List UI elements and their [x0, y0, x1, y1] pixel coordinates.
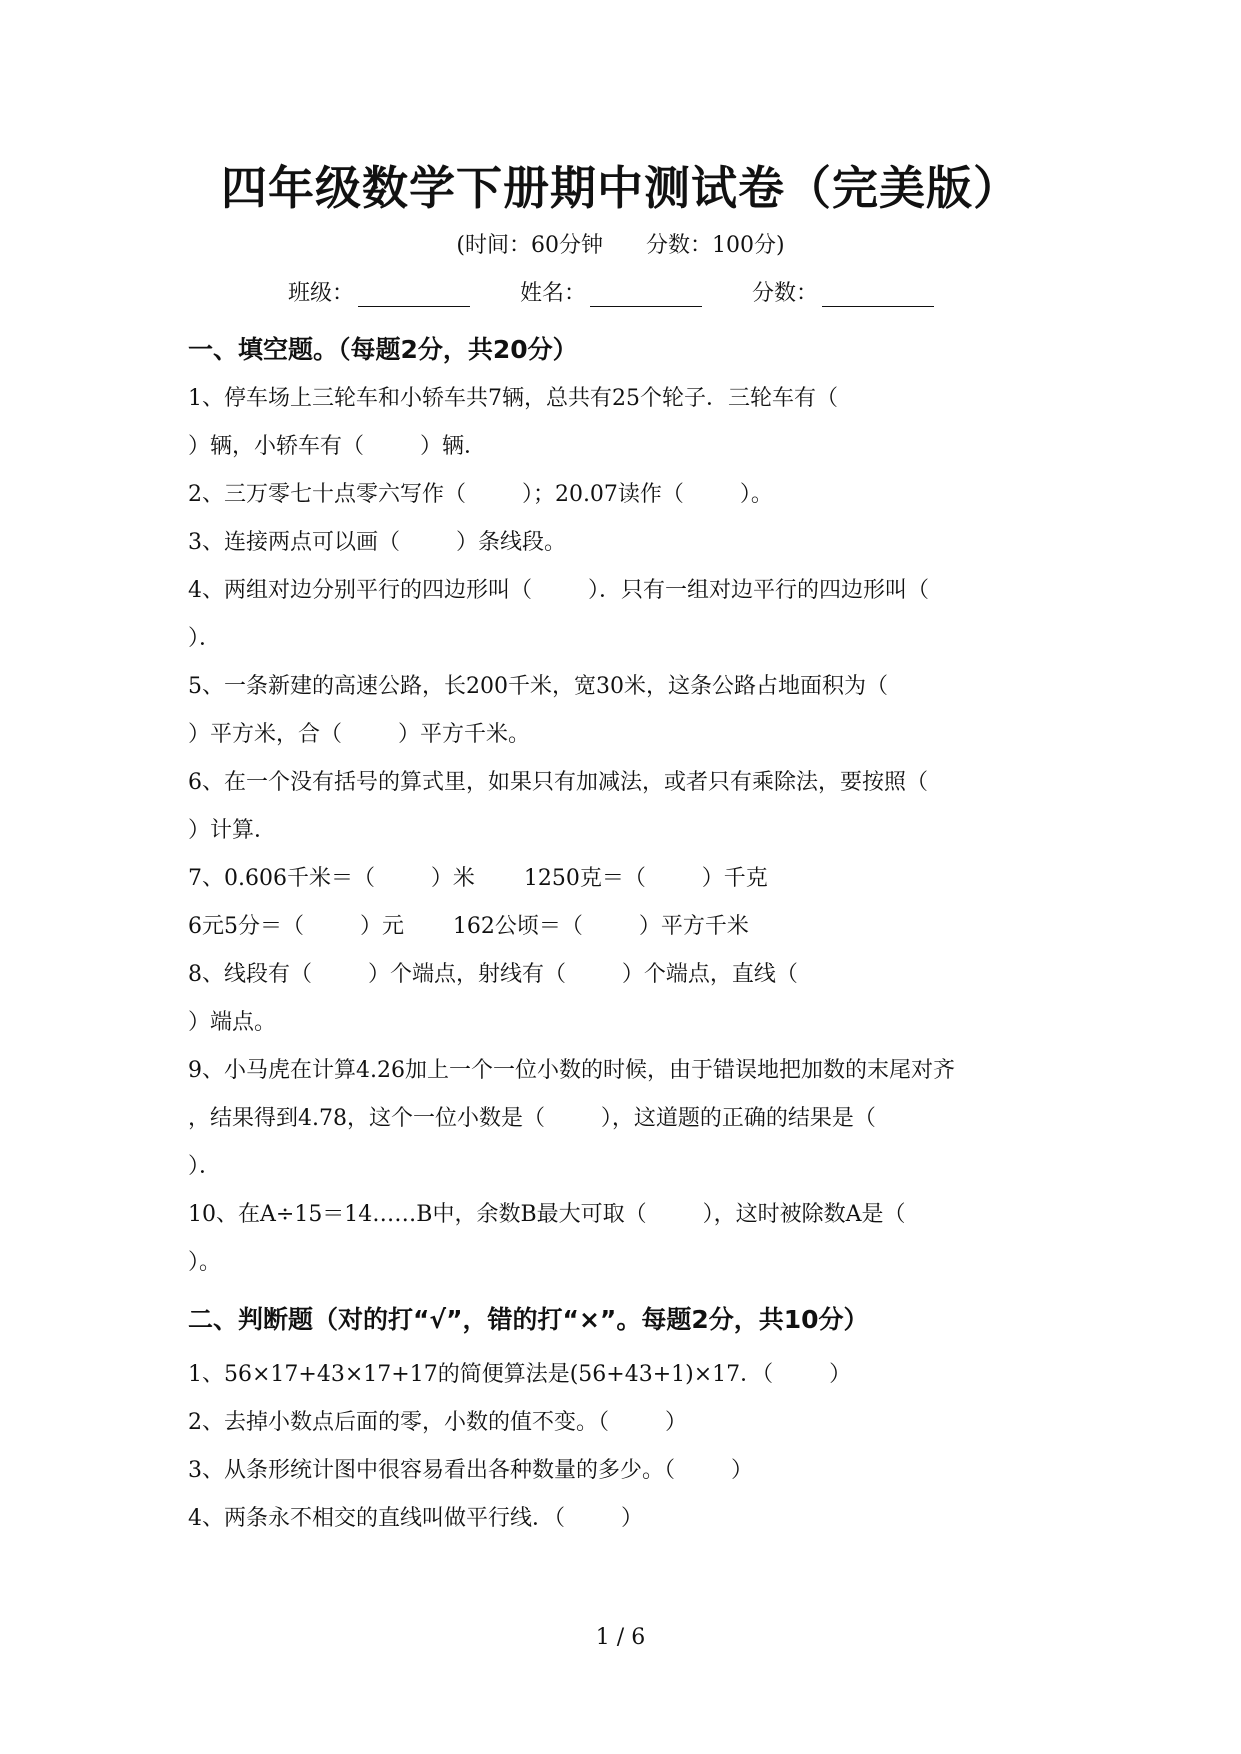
question-line: ）辆，小轿车有（ ）辆．	[188, 434, 486, 459]
time-limit: (时间：60分钟	[456, 233, 603, 258]
question-line: ）计算．	[188, 818, 277, 843]
total-score: 分数：100分)	[646, 233, 785, 258]
question-line: 3、连接两点可以画（ ）条线段。	[188, 530, 566, 555]
score-label: 分数：	[752, 281, 819, 306]
question-line: ）平方米，合（ ）平方千米。	[188, 722, 530, 747]
question-line: 3、从条形统计图中很容易看出各种数量的多少。（ ）	[188, 1458, 753, 1483]
question-line: 7、0.606千米＝（ ）米 1250克＝（ ）千克	[188, 866, 768, 891]
question-line: 6、在一个没有括号的算式里，如果只有加减法，或者只有乘除法，要按照（	[188, 770, 928, 795]
question-line: 9、小马虎在计算4.26加上一个一位小数的时候，由于错误地把加数的末尾对齐	[188, 1058, 955, 1083]
section-heading-true-false: 二、判断题（对的打“√”，错的打“×”。每题2分，共10分）	[188, 1305, 869, 1334]
question-line: 5、一条新建的高速公路，长200千米，宽30米，这条公路占地面积为（	[188, 674, 888, 699]
section-heading-fill-blank: 一、填空题。（每题2分，共20分）	[188, 335, 578, 364]
score-blank[interactable]	[822, 282, 934, 307]
question-line: 8、线段有（ ）个端点，射线有（ ）个端点，直线（	[188, 962, 798, 987]
question-line: 2、三万零七十点零六写作（ ）；20.07读作（ ）。	[188, 482, 773, 507]
name-field	[520, 276, 702, 307]
name-label: 姓名：	[520, 281, 587, 306]
question-line: 4、两组对边分别平行的四边形叫（ ）．只有一组对边平行的四边形叫（	[188, 578, 929, 603]
question-line: 1、56×17+43×17+17的简便算法是(56+43+1)×17．（ ）	[188, 1362, 852, 1387]
page-title: 四年级数学下册期中测试卷（完美版）	[221, 161, 1020, 215]
question-line: ）．	[188, 626, 222, 651]
name-blank[interactable]	[590, 282, 702, 307]
page-number: 1 / 6	[595, 1625, 646, 1650]
question-line: 10、在A÷15＝14……B中，余数B最大可取（ ），这时被除数A是（	[188, 1202, 906, 1227]
question-line: ）。	[188, 1250, 222, 1275]
question-line: 1、停车场上三轮车和小轿车共7辆，总共有25个轮子．三轮车有（	[188, 386, 838, 411]
exam-subtitle	[0, 228, 1241, 259]
class-field	[288, 276, 470, 307]
class-label: 班级：	[288, 281, 355, 306]
question-line: 6元5分＝（ ）元 162公顷＝（ ）平方千米	[188, 914, 749, 939]
student-info-row	[288, 276, 984, 307]
question-line: 2、去掉小数点后面的零，小数的值不变。（ ）	[188, 1410, 687, 1435]
score-field	[752, 276, 934, 307]
question-line: ）端点。	[188, 1010, 277, 1035]
question-line: ）．	[188, 1154, 222, 1179]
question-line: 4、两条永不相交的直线叫做平行线．（ ）	[188, 1506, 643, 1531]
question-line: ，结果得到4.78，这个一位小数是（ ），这道题的正确的结果是（	[188, 1106, 876, 1131]
class-blank[interactable]	[358, 282, 470, 307]
